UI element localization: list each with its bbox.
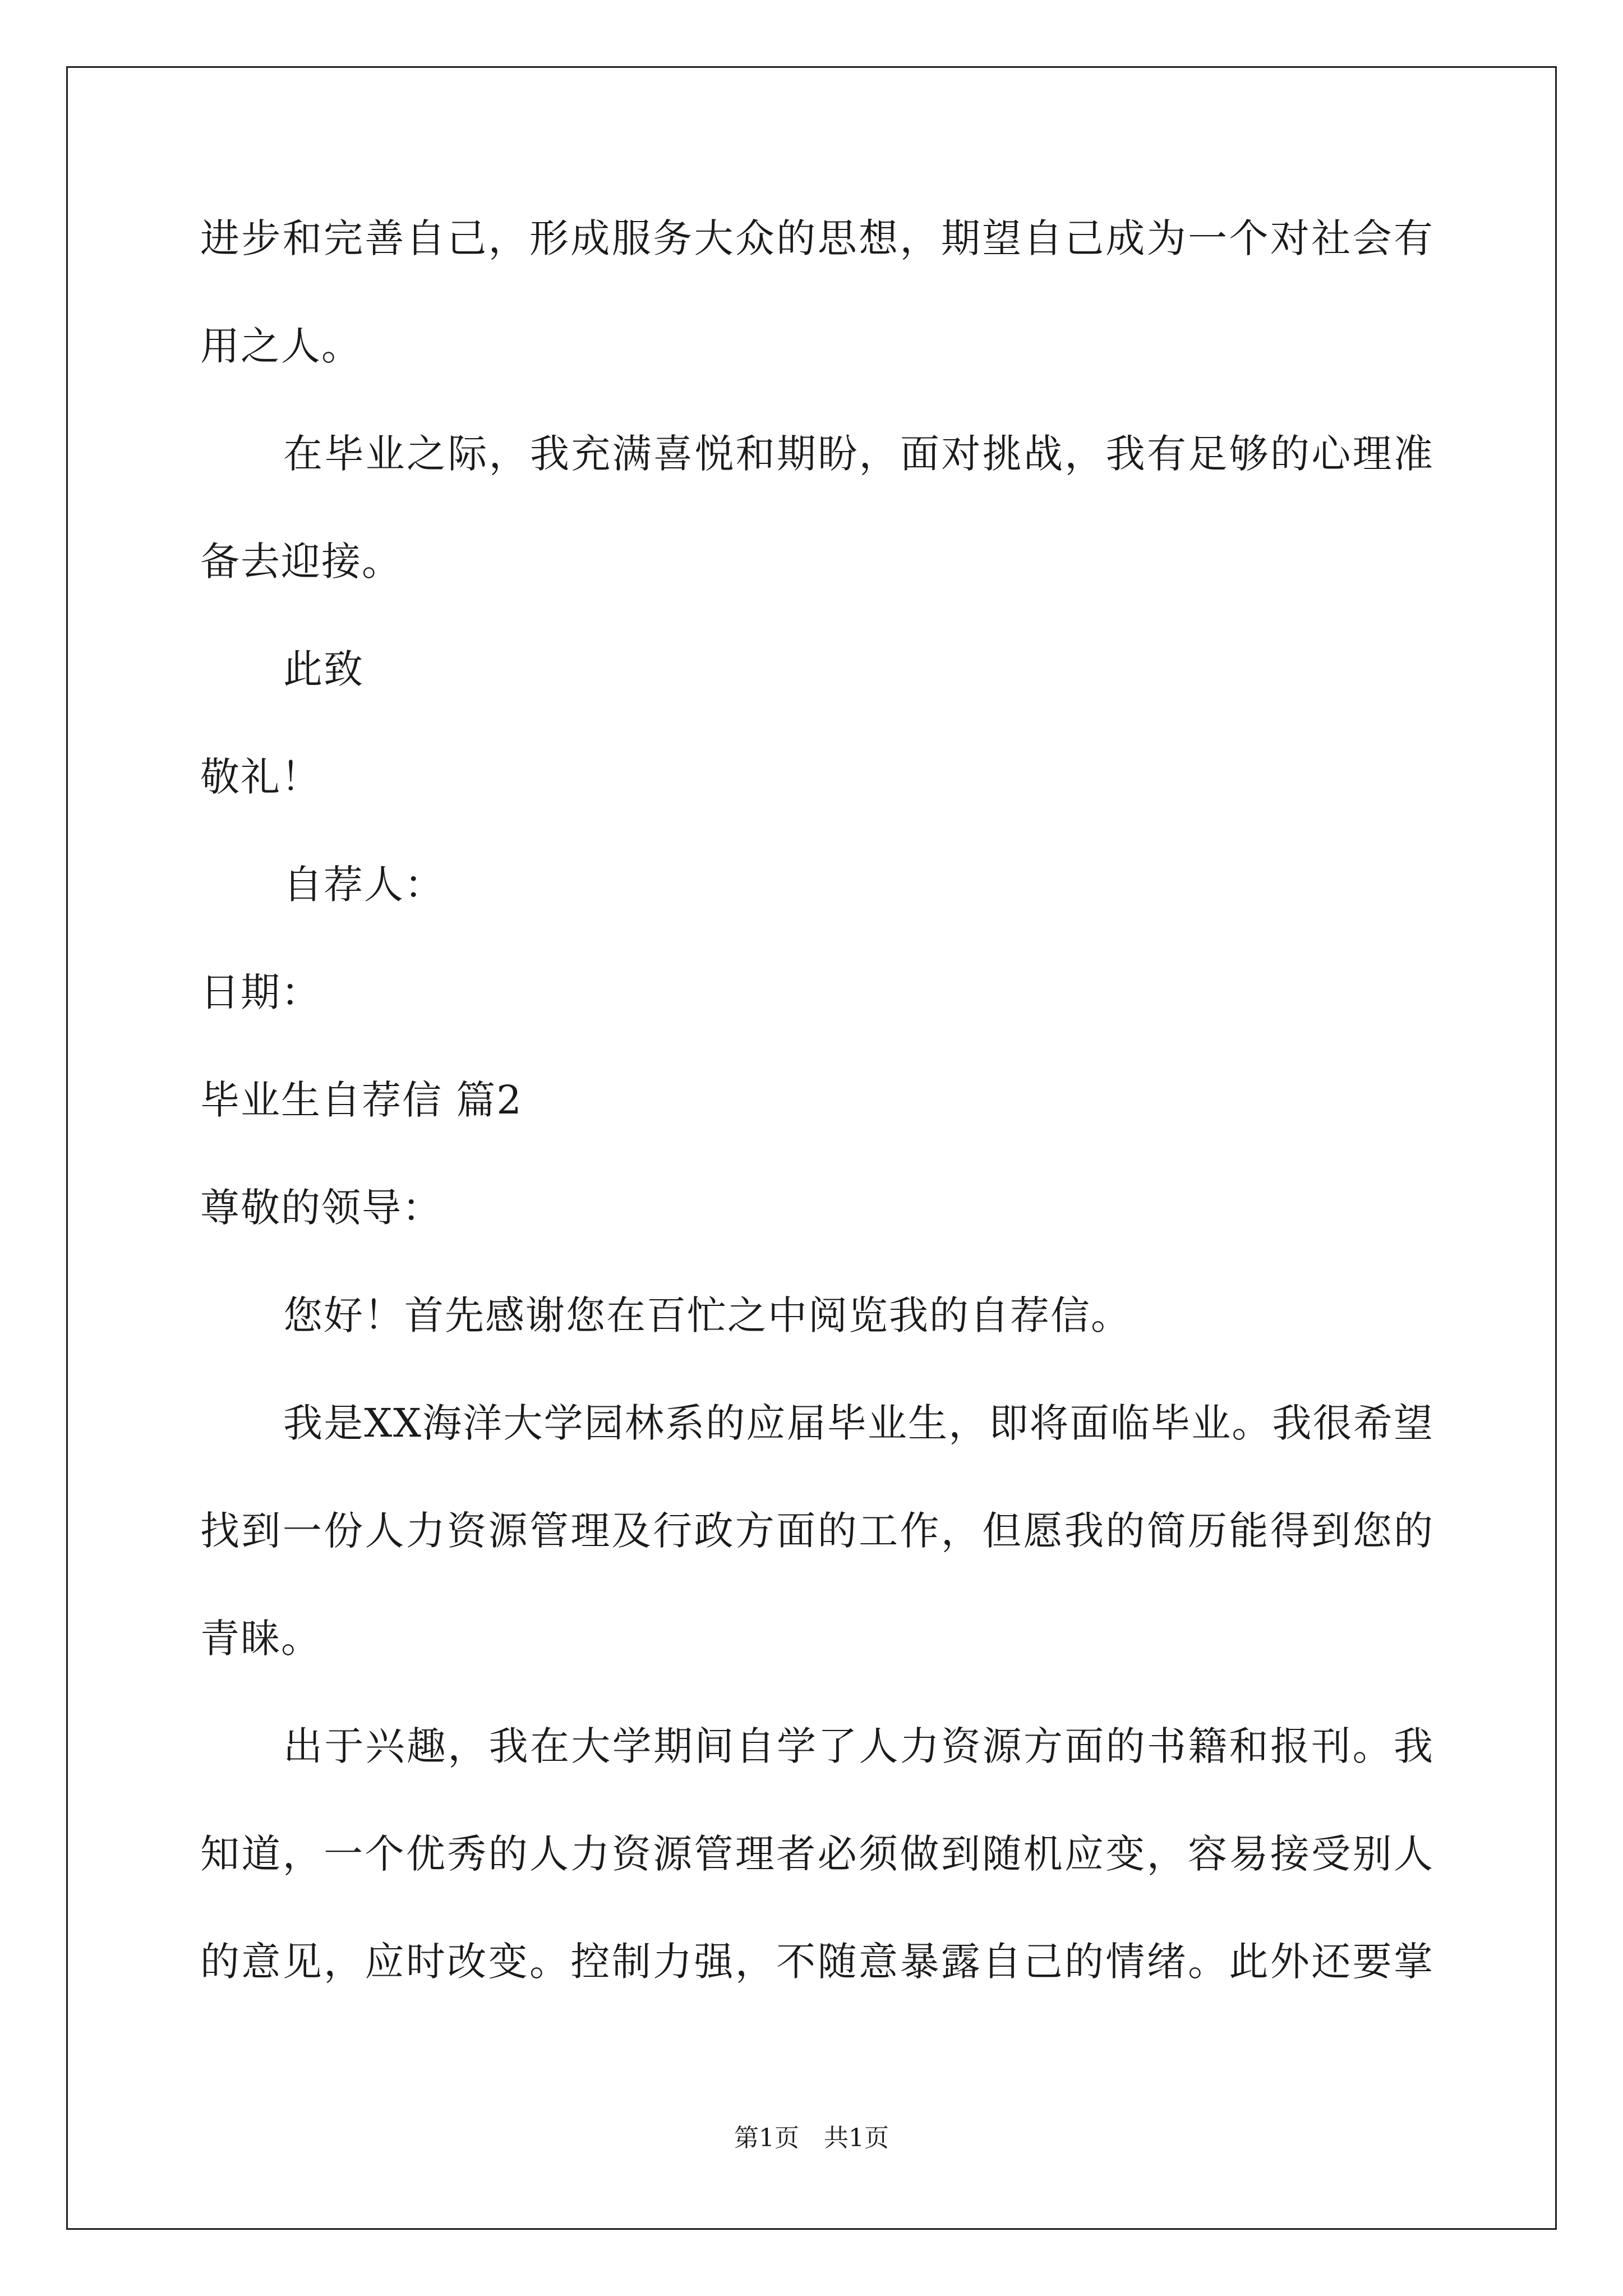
page-footer (0, 2126, 1623, 2151)
section-heading: 毕业生自荐信 篇2 (200, 1077, 523, 1123)
body-line: 用之人。 (200, 323, 362, 369)
body-line: 在毕业之际，我充满喜悦和期盼，面对挑战，我有足够的心理准 (283, 431, 1434, 477)
body-line: 的意见，应时改变。控制力强，不随意暴露自己的情绪。此外还要掌 (200, 1939, 1434, 1985)
page-number: 第1页 共1页 (734, 2124, 889, 2152)
body-line: 进步和完善自己，形成服务大众的思想，期望自己成为一个对社会有 (200, 215, 1434, 261)
body-line: 出于兴趣，我在大学期间自学了人力资源方面的书籍和报刊。我 (283, 1723, 1434, 1769)
page-border (66, 66, 1557, 2230)
closing-salutation: 此致 (283, 646, 364, 692)
greeting: 尊敬的领导： (200, 1185, 442, 1231)
body-line: 您好！首先感谢您在百忙之中阅览我的自荐信。 (283, 1292, 1131, 1338)
body-line: 我是XX海洋大学园林系的应届毕业生，即将面临毕业。我很希望 (283, 1400, 1434, 1446)
body-line: 找到一份人力资源管理及行政方面的工作，但愿我的简历能得到您的 (200, 1508, 1434, 1554)
signature-label: 自荐人： (283, 862, 445, 908)
body-line: 知道，一个优秀的人力资源管理者必须做到随机应变，容易接受别人 (200, 1831, 1434, 1877)
body-line: 青睐。 (200, 1616, 321, 1662)
closing-regards: 敬礼！ (200, 754, 321, 800)
date-label: 日期： (200, 969, 321, 1015)
body-line: 备去迎接。 (200, 539, 402, 585)
